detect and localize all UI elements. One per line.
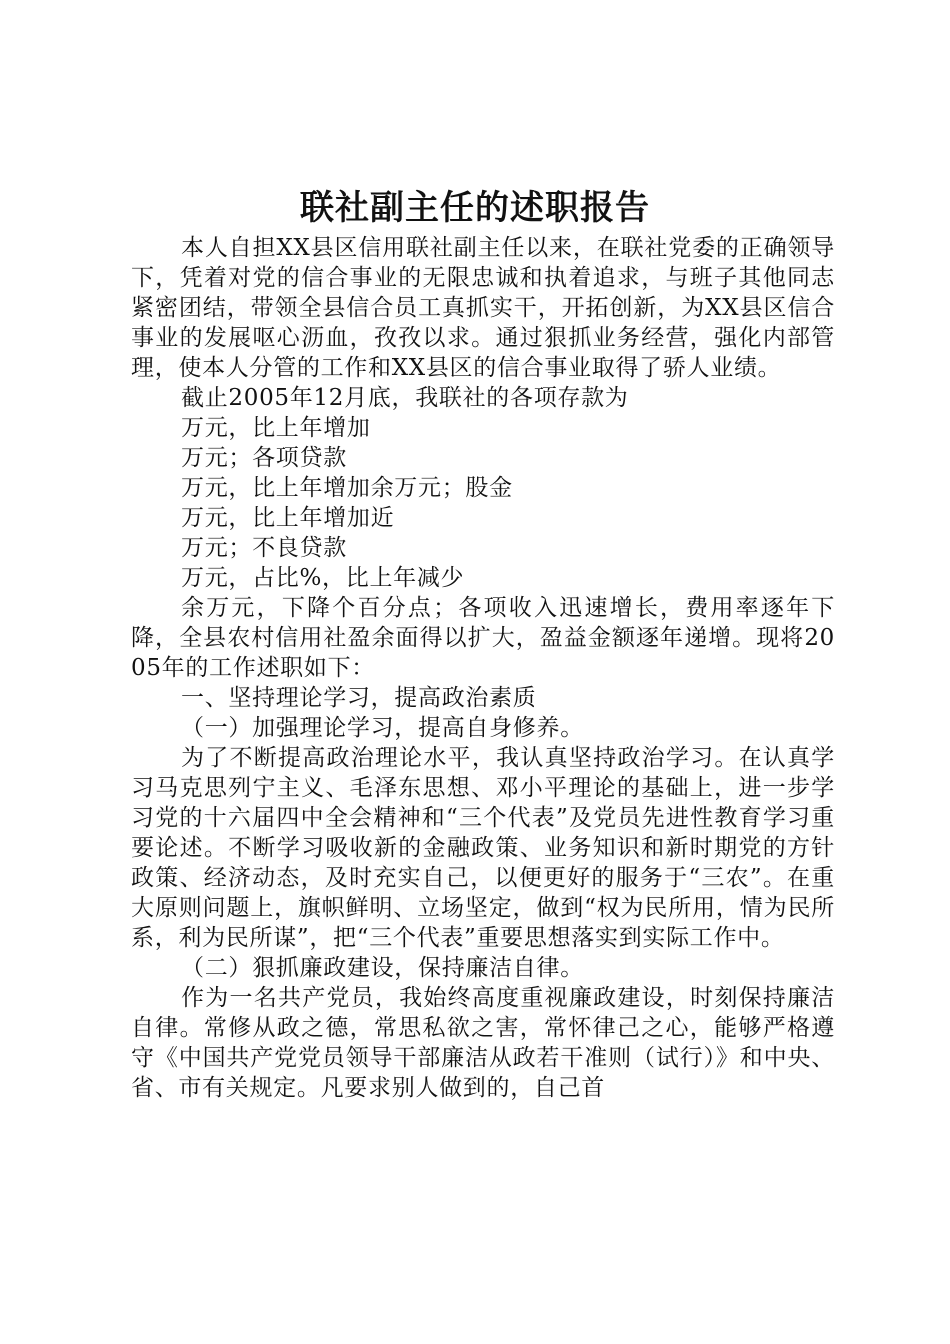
paragraph-figure-line: 万元，比上年增加近 (181, 505, 395, 531)
paragraph-figure-line: 万元，比上年增加余万元；股金 (181, 475, 513, 501)
paragraph-performance: 余万元，下降个百分点；各项收入迅速增长，费用率逐年下降，全县农村信用社盈余面得以扩大，盈益金额逐年递增。现将2005年的工作述职如下： (131, 595, 835, 681)
paragraph-figure-line: 万元，比上年增加 (181, 415, 371, 441)
paragraph-integrity: 作为一名共产党员，我始终高度重视廉政建设，时刻保持廉洁自律。常修从政之德，常思私欲之害，常怀律己之心，能够严格遵守《中国共产党党员领导干部廉洁从政若干准则（试行）》和中央、省、市有关规定。凡要求别人做到的，自己首 (131, 985, 835, 1101)
subsection-heading-2: （二）狠抓廉政建设，保持廉洁自律。 (181, 955, 584, 981)
paragraph-deposit-summary: 截止2005年12月底，我联社的各项存款为 (181, 385, 629, 411)
section-heading-1: 一、坚持理论学习，提高政治素质 (181, 685, 537, 711)
paragraph-intro: 本人自担XX县区信用联社副主任以来，在联社党委的正确领导下，凭着对党的信合事业的无限忠诚和执着追求，与班子其他同志紧密团结，带领全县信合员工真抓实干，开拓创新，为XX县区信合事业的发展呕心沥血，孜孜以求。通过狠抓业务经营，强化内部管理，使本人分管的工作和XX县区的信合事业取得了骄人业绩。 (131, 235, 835, 381)
document-body (131, 233, 835, 1103)
paragraph-theory-study: 为了不断提高政治理论水平，我认真坚持政治学习。在认真学习马克思列宁主义、毛泽东思想、邓小平理论的基础上，进一步学习党的十六届四中全会精神和“三个代表”及党员先进性教育学习重要论述。不断学习吸收新的金融政策、业务知识和新时期党的方针政策、经济动态，及时充实自己，以便更好的服务于“三农”。在重大原则问题上，旗帜鲜明、立场坚定，做到“权为民所用，情为民所系，利为民所谋”，把“三个代表”重要思想落实到实际工作中。 (131, 745, 835, 951)
paragraph-figure-line: 万元，占比%，比上年减少 (181, 565, 465, 591)
paragraph-figure-line: 万元；各项贷款 (181, 445, 347, 471)
paragraph-figure-line: 万元；不良贷款 (181, 535, 347, 561)
document-title: 联社副主任的述职报告 (300, 188, 650, 228)
subsection-heading-1: （一）加强理论学习，提高自身修养。 (181, 715, 584, 741)
